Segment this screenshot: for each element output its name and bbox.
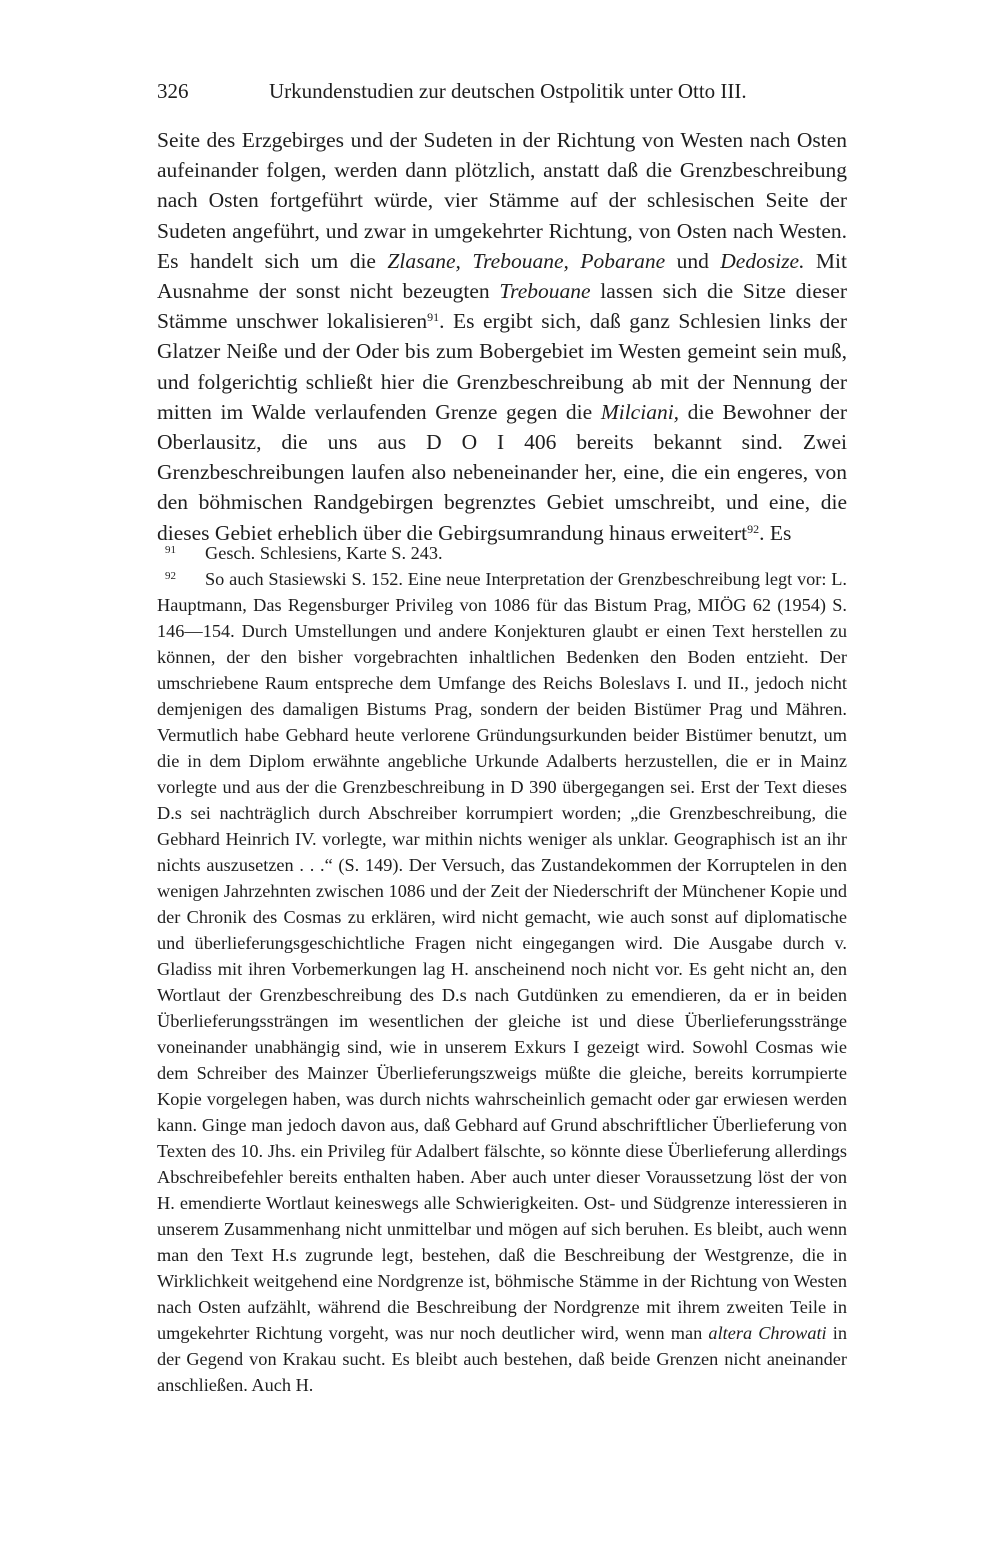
footnote-ref-92[interactable]: 92 xyxy=(747,521,760,536)
italic-tribe-name: Milciani, xyxy=(600,399,680,424)
text-run: . Es xyxy=(759,520,792,545)
main-paragraph xyxy=(157,125,847,548)
text-run: Mit Ausnahme der sonst nicht bezeugten xyxy=(157,248,847,304)
footnote-text: in der Gegend von Krakau sucht. Es bleibt auch bestehen, daß beide Grenzen nicht aneinander anschließen. Auch H. xyxy=(157,1323,847,1395)
italic-tribe-names: Zlasane, Trebouane, Pobarane xyxy=(387,248,666,273)
italic-tribe-name: Dedosize. xyxy=(720,248,805,273)
text-run: die Bewohner der Oberlausitz, die uns aus D O I 406 bereits bekannt sind. Zwei Grenzbeschreibungen laufen also nebeneinander her, eine, die ein engeres, von den böhmischen Randgebirgen begrenztes Gebiet umschreibt, und eine, die dieses Gebiet erheblich über die Gebirgsumrandung hinaus erweitert xyxy=(157,399,847,545)
text-run: und xyxy=(665,248,721,273)
footnote-91: 91 Gesch. Schlesiens, Karte S. 243. xyxy=(165,543,443,563)
text-run: Seite des Erzgebirges und der Sudeten in der Richtung von Westen nach Osten aufeinander folgen, werden dann plötzlich, anstatt daß die Grenzbeschreibung nach Osten fortgeführt würde, vier Stämme auf der schlesischen Seite der Sudeten angeführt, und zwar in umgekehrter Richtung, von Osten nach Westen. Es handelt sich um die xyxy=(157,128,847,273)
footnote-italic: altera Chrowati xyxy=(708,1323,827,1343)
footnote-ref-91[interactable]: 91 xyxy=(427,310,440,325)
running-title: Urkundenstudien zur deutschen Ostpolitik unter Otto III. xyxy=(269,79,747,103)
page-number: 326 xyxy=(157,79,189,103)
text-run: . Es ergibt sich, daß ganz Schlesien links der Glatzer Neiße und der Oder bis zum Bobergebiet im Westen gemeint sein muß, und folgerichtig schließt hier die Grenzbeschreibung ab mit der Nennung der mitten im Walde verlaufenden Grenze gegen die xyxy=(157,309,848,424)
text-run: lassen sich die Sitze dieser Stämme unschwer lokalisieren xyxy=(157,279,847,334)
footnote-text: So auch Stasiewski S. 152. Eine neue Interpretation der Grenzbeschreibung legt vor: L. Hauptmann, Das Regensburger Privileg von 1086 für das Bistum Prag, MIÖG 62 (1954) S. 146—154. Durch Umstellungen und andere Konjekturen glaubt er einen Text herstellen zu können, der den bisher vorgebrachten inhaltlichen Bedenken den Boden entzieht. Der umschriebene Raum entspreche dem Umfange des Reichs Boleslavs I. und II., jedoch nicht demjenigen des damaligen Bistums Prag, sondern der beiden Bistümer Prag und Mähren. Vermutlich habe Gebhard heute verlorene Gründungsurkunden beider Bistümer benutzt, um die in dem Diplom erwähnte angebliche Urkunde Adalberts herzustellen, die er in Mainz vorlegte und aus der die Grenzbeschreibung in D 390 übergegangen sei. Erst der Text dieses D.s sei nachträglich durch Abschreiber korrumpiert worden; „die Grenzbeschreibung, die Gebhard Heinrich IV. vorlegte, war mithin nichts weniger als unklar. Geographisch ist an ihr nichts auszusetzen . . .“ (S. 149). Der Versuch, das Zustandekommen der Korruptelen in den wenigen Jahrzehnten zwischen 1086 und der Zeit der Niederschrift der Münchener Kopie und der Chronik des Cosmas zu erklären, wird nicht gemacht, wie auch sonst auf diplomatische und überlieferungsgeschichtliche Fragen nicht eingegangen wird. Die Ausgabe durch v. Gladiss mit ihren Vorbemerkungen lag H. anscheinend noch nicht vor. Es geht nicht an, den Wortlaut der Grenzbeschreibung des D.s nach Gutdünken zu emendieren, da er in beiden Überlieferungssträngen im wesentlichen der gleiche ist und diese Überlieferungsstränge voneinander unabhängig sind, wie in unserem Exkurs I gezeigt wird. Sowohl Cosmas wie dem Schreiber des Mainzer Überlieferungszweigs müßte die gleiche, bereits korrumpierte Kopie vorgelegen haben, was durch nichts wahrscheinlich gemacht oder gar erwiesen werden kann. Ginge man jedoch davon aus, daß Gebhard auf Grund abschriftlicher Überlieferung von Texten des 10. Jhs. ein Privileg für Adalbert fälschte, so könnte diese Überlieferung allerdings Abschreibefehler bereits enthalten haben. Aber auch unter dieser Voraussetzung löst der von H. emendierte Wortlaut keineswegs alle Schwierigkeiten. Ost- und Südgrenze interessieren in unserem Zusammenhang nicht unmittelbar und mögen auf sich beruhen. Es bleibt, auch wenn man den Text H.s zugrunde legt, bestehen, daß die Beschreibung der Westgrenze, die in Wirklichkeit weitgehend eine Nordgrenze ist, böhmische Stämme in der Richtung von Westen nach Osten aufzählt, während die Beschreibung der Nordgrenze mit ihrem zweiten Teile in umgekehrter Richtung vorgeht, was nur noch deutlicher wird, wenn man xyxy=(157,569,847,1343)
italic-tribe-name: Trebouane xyxy=(499,279,591,304)
footnote-92: 92 So auch Stasiewski S. 152. Eine neue Interpretation der Grenzbeschreibung legt vor: L. Hauptmann, Das Regensburger Privileg von 1086 für das Bistum Prag, MIÖG 62 (1954) S. 146—154. Durch Umstellungen und andere Konjekturen glaubt er einen Text herstellen zu können, der den bisher vorgebrachten inhaltlichen Bedenken den Boden entzieht. Der umschriebene Raum entspreche dem Umfange des Reichs Boleslavs I. und II., jedoch nicht demjenigen des damaligen Bistums Prag, sondern der beiden Bistümer Prag und Mähren. Vermutlich habe Gebhard heute verlorene Gründungsurkunden beider Bistümer benutzt, um die in dem Diplom erwähnte angebliche Urkunde Adalberts herzustellen, die er in Mainz vorlegte und aus der die Grenzbeschreibung in D 390 übergegangen sei. Erst der Text dieses D.s sei nachträglich durch Abschreiber korrumpiert worden; „die Grenzbeschreibung, die Gebhard Heinrich IV. vorlegte, war mithin nichts weniger als unklar. Geographisch ist an ihr nichts auszusetzen . . .“ (S. 149). Der Versuch, das Zustandekommen der Korruptelen in den wenigen Jahrzehnten zwischen 1086 und der Zeit der Niederschrift der Münchener Kopie und der Chronik des Cosmas zu erklären, wird nicht gemacht, wie auch sonst auf diplomatische und überlieferungsgeschichtliche Fragen nicht eingegangen wird. Die Ausgabe durch v. Gladiss mit ihren Vorbemerkungen lag H. anscheinend noch nicht vor. Es geht nicht an, den Wortlaut der Grenzbeschreibung des D.s nach Gutdünken zu emendieren, da er in beiden Überlieferungssträngen im wesentlichen der gleiche ist und diese Überlieferungsstränge voneinander unabhängig sind, wie in unserem Exkurs I gezeigt wird. Sowohl Cosmas wie dem Schreiber des Mainzer Überlieferungszweigs müßte die gleiche, bereits korrumpierte Kopie vorgelegen haben, was durch nichts wahrscheinlich gemacht oder gar erwiesen werden kann. Ginge man jedoch davon aus, daß Gebhard auf Grund abschriftlicher Überlieferung von Texten des 10. Jhs. ein Privileg für Adalbert fälschte, so könnte diese Überlieferung allerdings Abschreibefehler bereits enthalten haben. Aber auch unter dieser Voraussetzung löst der von H. emendierte Wortlaut keineswegs alle Schwierigkeiten. Ost- und Südgrenze interessieren in unserem Zusammenhang nicht unmittelbar und mögen auf sich beruhen. Es bleibt, auch wenn man den Text H.s zugrunde legt, bestehen, daß die Beschreibung der Westgrenze, die in Wirklichkeit weitgehend eine Nordgrenze ist, böhmische Stämme in der Richtung von Westen nach Osten aufzählt, während die Beschreibung der Nordgrenze mit ihrem zweiten Teile in umgekehrter Richtung vorgeht, was nur noch deutlicher wird, wenn man altera Chrowati in der Gegend von Krakau sucht. Es bleibt auch bestehen, daß beide Grenzen nicht aneinander anschließen. Auch H. xyxy=(157,569,847,1395)
footnote-text: Gesch. Schlesiens, Karte S. 243. xyxy=(205,543,443,563)
footnotes xyxy=(157,540,847,1398)
running-head xyxy=(157,76,847,106)
